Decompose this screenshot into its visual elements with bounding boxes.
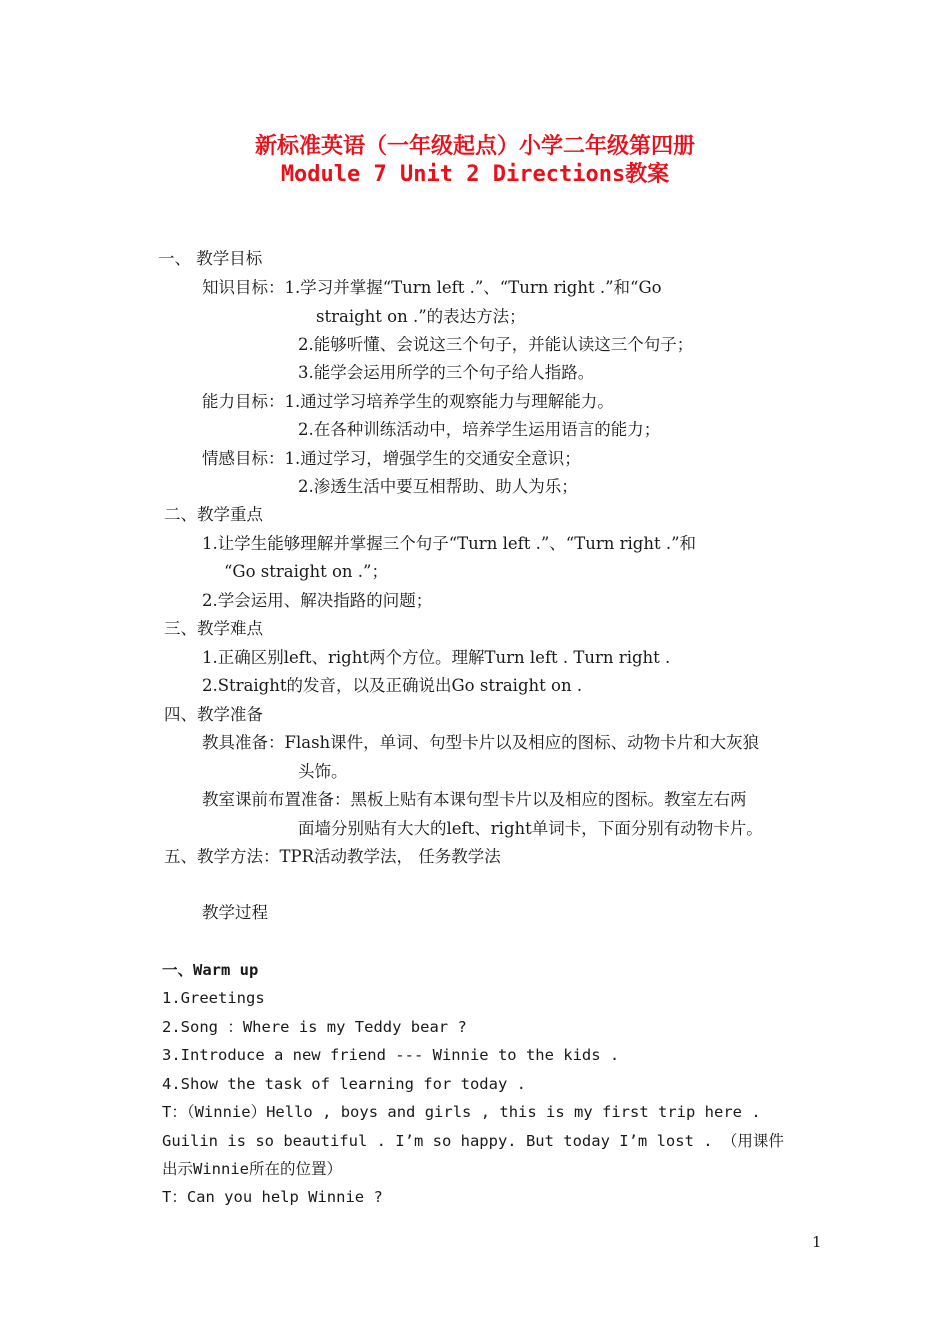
warm-up-heading: 一、Warm up: [162, 961, 259, 979]
knowledge-objective-3: 3.能学会运用所学的三个句子给人指路。: [298, 363, 595, 382]
preparation-materials-cont: 头饰。: [298, 762, 348, 781]
preparation-classroom-cont: 面墙分别贴有大大的left、right单词卡，下面分别有动物卡片。: [298, 819, 763, 838]
emotion-objective-1: 情感目标：1.通过学习，增强学生的交通安全意识；: [202, 449, 581, 468]
teacher-line-1-cont-2: 出示Winnie所在的位置）: [162, 1160, 342, 1178]
warm-up-item-3: 3.Introduce a new friend --- Winnie to the kids .: [162, 1046, 620, 1064]
knowledge-objective-1: 知识目标：1.学习并掌握“Turn left .”、“Turn right .”和“Go: [202, 278, 662, 297]
difficulty-2: 2.Straight的发音，以及正确说出Go straight on .: [202, 676, 583, 695]
difficulty-1: 1.正确区别left、right两个方位。理解Turn left . Turn right .: [202, 648, 671, 667]
knowledge-objective-1-cont: straight on .”的表达方法；: [316, 307, 526, 326]
ability-objective-2: 2.在各种训练活动中，培养学生运用语言的能力；: [298, 420, 661, 439]
warm-up-item-4: 4.Show the task of learning for today .: [162, 1075, 526, 1093]
document-title: 新标准英语（一年级起点）小学二年级第四册: [254, 133, 695, 159]
teacher-line-1-cont: Guilin is so beautiful . I’m so happy. But today I’m lost . （用课件: [162, 1132, 784, 1150]
section-heading-preparation: 四、教学准备: [164, 705, 263, 724]
section-heading-key-points: 二、教学重点: [164, 505, 263, 524]
preparation-classroom: 教室课前布置准备：黑板上贴有本课句型卡片以及相应的图标。教室左右两: [202, 790, 747, 809]
key-point-1: 1.让学生能够理解并掌握三个句子“Turn left .”、“Turn right .”和: [202, 534, 697, 553]
section-heading-objectives: 一、 教学目标: [158, 249, 263, 268]
preparation-materials: 教具准备：Flash课件，单词、句型卡片以及相应的图标、动物卡片和大灰狼: [202, 733, 760, 752]
knowledge-objective-2: 2.能够听懂、会说这三个句子，并能认读这三个句子；: [298, 335, 694, 354]
teacher-line-2: T：Can you help Winnie ?: [162, 1188, 383, 1206]
teaching-process-heading: 教学过程: [202, 903, 268, 922]
section-heading-difficulties: 三、教学难点: [164, 619, 263, 638]
key-point-2: 2.学会运用、解决指路的问题；: [202, 591, 433, 610]
ability-objective-1: 能力目标：1.通过学习培养学生的观察能力与理解能力。: [202, 392, 614, 411]
section-heading-methods: 五、教学方法：TPR活动教学法， 任务教学法: [164, 847, 501, 866]
document-subtitle: Module 7 Unit 2 Directions教案: [280, 162, 670, 187]
page-number: 1: [812, 1233, 822, 1251]
warm-up-item-2: 2.Song ：Where is my Teddy bear ?: [162, 1018, 467, 1036]
emotion-objective-2: 2.渗透生活中要互相帮助、助人为乐；: [298, 477, 578, 496]
warm-up-item-1: 1.Greetings: [162, 989, 265, 1007]
key-point-1-cont: “Go straight on .”；: [224, 562, 388, 581]
teacher-line-1: T：（Winnie）Hello , boys and girls , this is my first trip here .: [162, 1103, 761, 1121]
